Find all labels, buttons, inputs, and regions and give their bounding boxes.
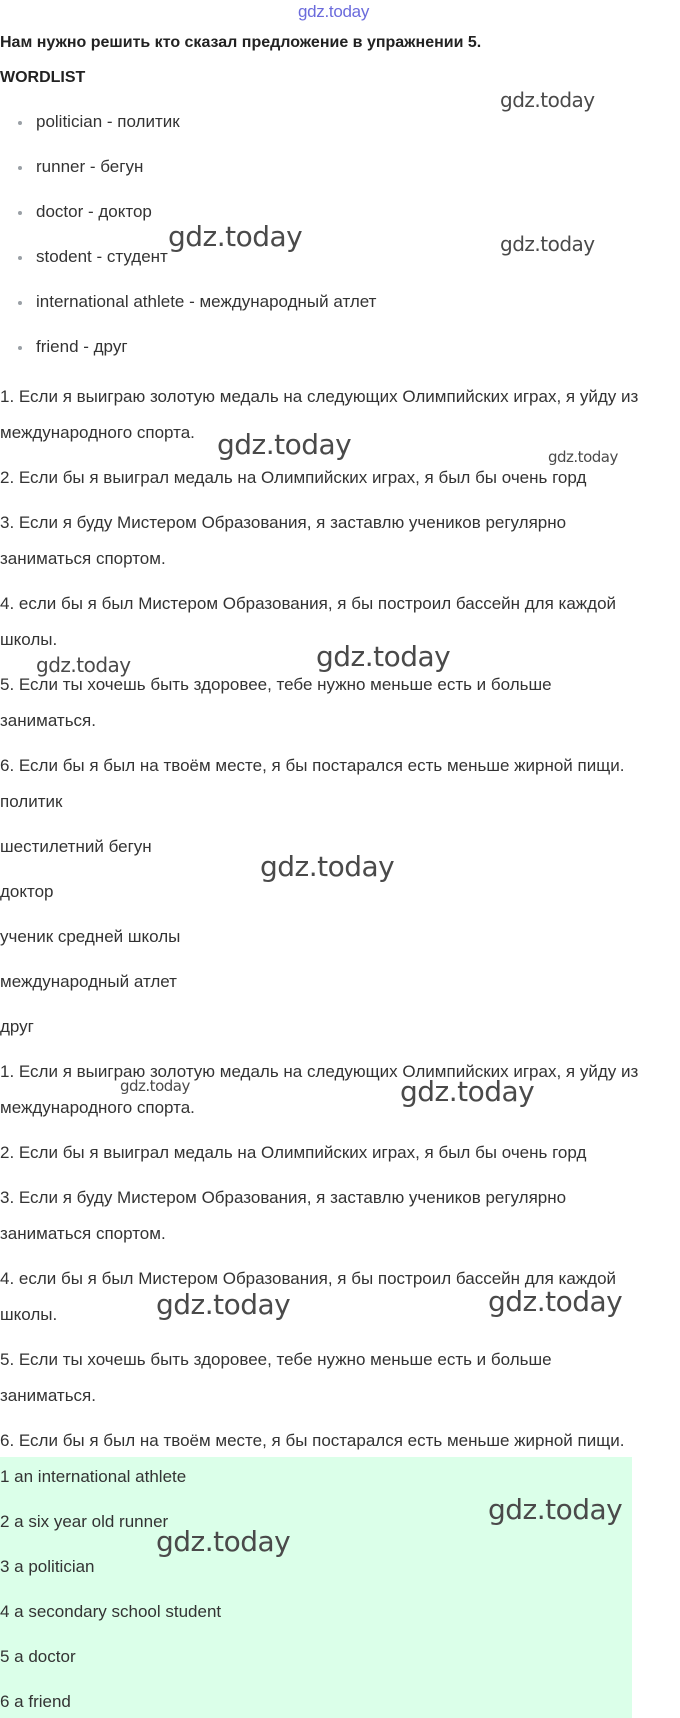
intro-text: Нам нужно решить кто сказал предложение в упражнении 5. <box>0 34 482 51</box>
sentence-line: заниматься. <box>0 1386 96 1405</box>
watermark: gdz.today <box>120 1077 190 1095</box>
watermark: gdz.today <box>500 88 595 112</box>
answer-item: 6 a friend <box>0 1692 71 1711</box>
bullet-icon <box>18 121 22 125</box>
bullet-icon <box>18 211 22 215</box>
sentence-line: 6. Если бы я был на твоём месте, я бы постарался есть меньше жирной пищи. <box>0 1431 625 1450</box>
sentence-line: международного спорта. <box>0 423 195 442</box>
sentence-line: школы. <box>0 630 58 649</box>
speaker-item: доктор <box>0 882 54 901</box>
sentence-line: международного спорта. <box>0 1098 195 1117</box>
answer-item: 2 a six year old runner <box>0 1512 169 1531</box>
wordlist-heading: WORDLIST <box>0 69 86 86</box>
answer-item: 5 a doctor <box>0 1647 76 1666</box>
sentence-line: заниматься. <box>0 711 96 730</box>
watermark: gdz.today <box>316 640 451 673</box>
watermark: gdz.today <box>168 220 303 253</box>
answer-item: 3 a politician <box>0 1557 95 1576</box>
watermark: gdz.today <box>500 232 595 256</box>
sentence-line: 4. если бы я был Мистером Образования, я бы построил бассейн для каждой <box>0 1269 617 1288</box>
sentence-line: заниматься спортом. <box>0 549 166 568</box>
speaker-item: ученик средней школы <box>0 927 181 946</box>
bullet-icon <box>18 346 22 350</box>
sentence-line: школы. <box>0 1305 58 1324</box>
sentence-line: 3. Если я буду Мистером Образования, я заставлю учеников регулярно <box>0 513 567 532</box>
sentence-line: 3. Если я буду Мистером Образования, я заставлю учеников регулярно <box>0 1188 567 1207</box>
watermark: gdz.today <box>488 1285 623 1318</box>
sentence-line: 6. Если бы я был на твоём месте, я бы постарался есть меньше жирной пищи. <box>0 756 625 775</box>
speaker-item: политик <box>0 792 63 811</box>
sentence-line: 2. Если бы я выиграл медаль на Олимпийских играх, я был бы очень горд <box>0 1143 587 1162</box>
watermark: gdz.today <box>260 850 395 883</box>
watermark: gdz.today <box>36 653 131 677</box>
speaker-item: шестилетний бегун <box>0 837 152 856</box>
watermark: gdz.today <box>156 1288 291 1321</box>
bullet-icon <box>18 301 22 305</box>
sentence-line: заниматься спортом. <box>0 1224 166 1243</box>
watermark: gdz.today <box>217 428 352 461</box>
bullet-icon <box>18 166 22 170</box>
sentence-line: 5. Если ты хочешь быть здоровее, тебе нужно меньше есть и больше <box>0 675 552 694</box>
sentence-line: 2. Если бы я выиграл медаль на Олимпийских играх, я был бы очень горд <box>0 468 587 487</box>
sentence-line: 4. если бы я был Мистером Образования, я бы построил бассейн для каждой <box>0 594 617 613</box>
sentence-line: 1. Если я выиграю золотую медаль на следующих Олимпийских играх, я уйду из <box>0 387 639 406</box>
watermark: gdz.today <box>400 1075 535 1108</box>
site-logo[interactable]: gdz.today <box>298 2 370 21</box>
answer-item: 4 a secondary school student <box>0 1602 222 1621</box>
watermark: gdz.today <box>488 1493 623 1526</box>
sentence-line: 1. Если я выиграю золотую медаль на следующих Олимпийских играх, я уйду из <box>0 1062 639 1081</box>
watermark: gdz.today <box>548 448 618 466</box>
bullet-icon <box>18 256 22 260</box>
speaker-item: международный атлет <box>0 972 177 991</box>
answer-item: 1 an international athlete <box>0 1467 187 1486</box>
sentence-line: 5. Если ты хочешь быть здоровее, тебе нужно меньше есть и больше <box>0 1350 552 1369</box>
speaker-item: друг <box>0 1017 34 1036</box>
watermark: gdz.today <box>156 1525 291 1558</box>
